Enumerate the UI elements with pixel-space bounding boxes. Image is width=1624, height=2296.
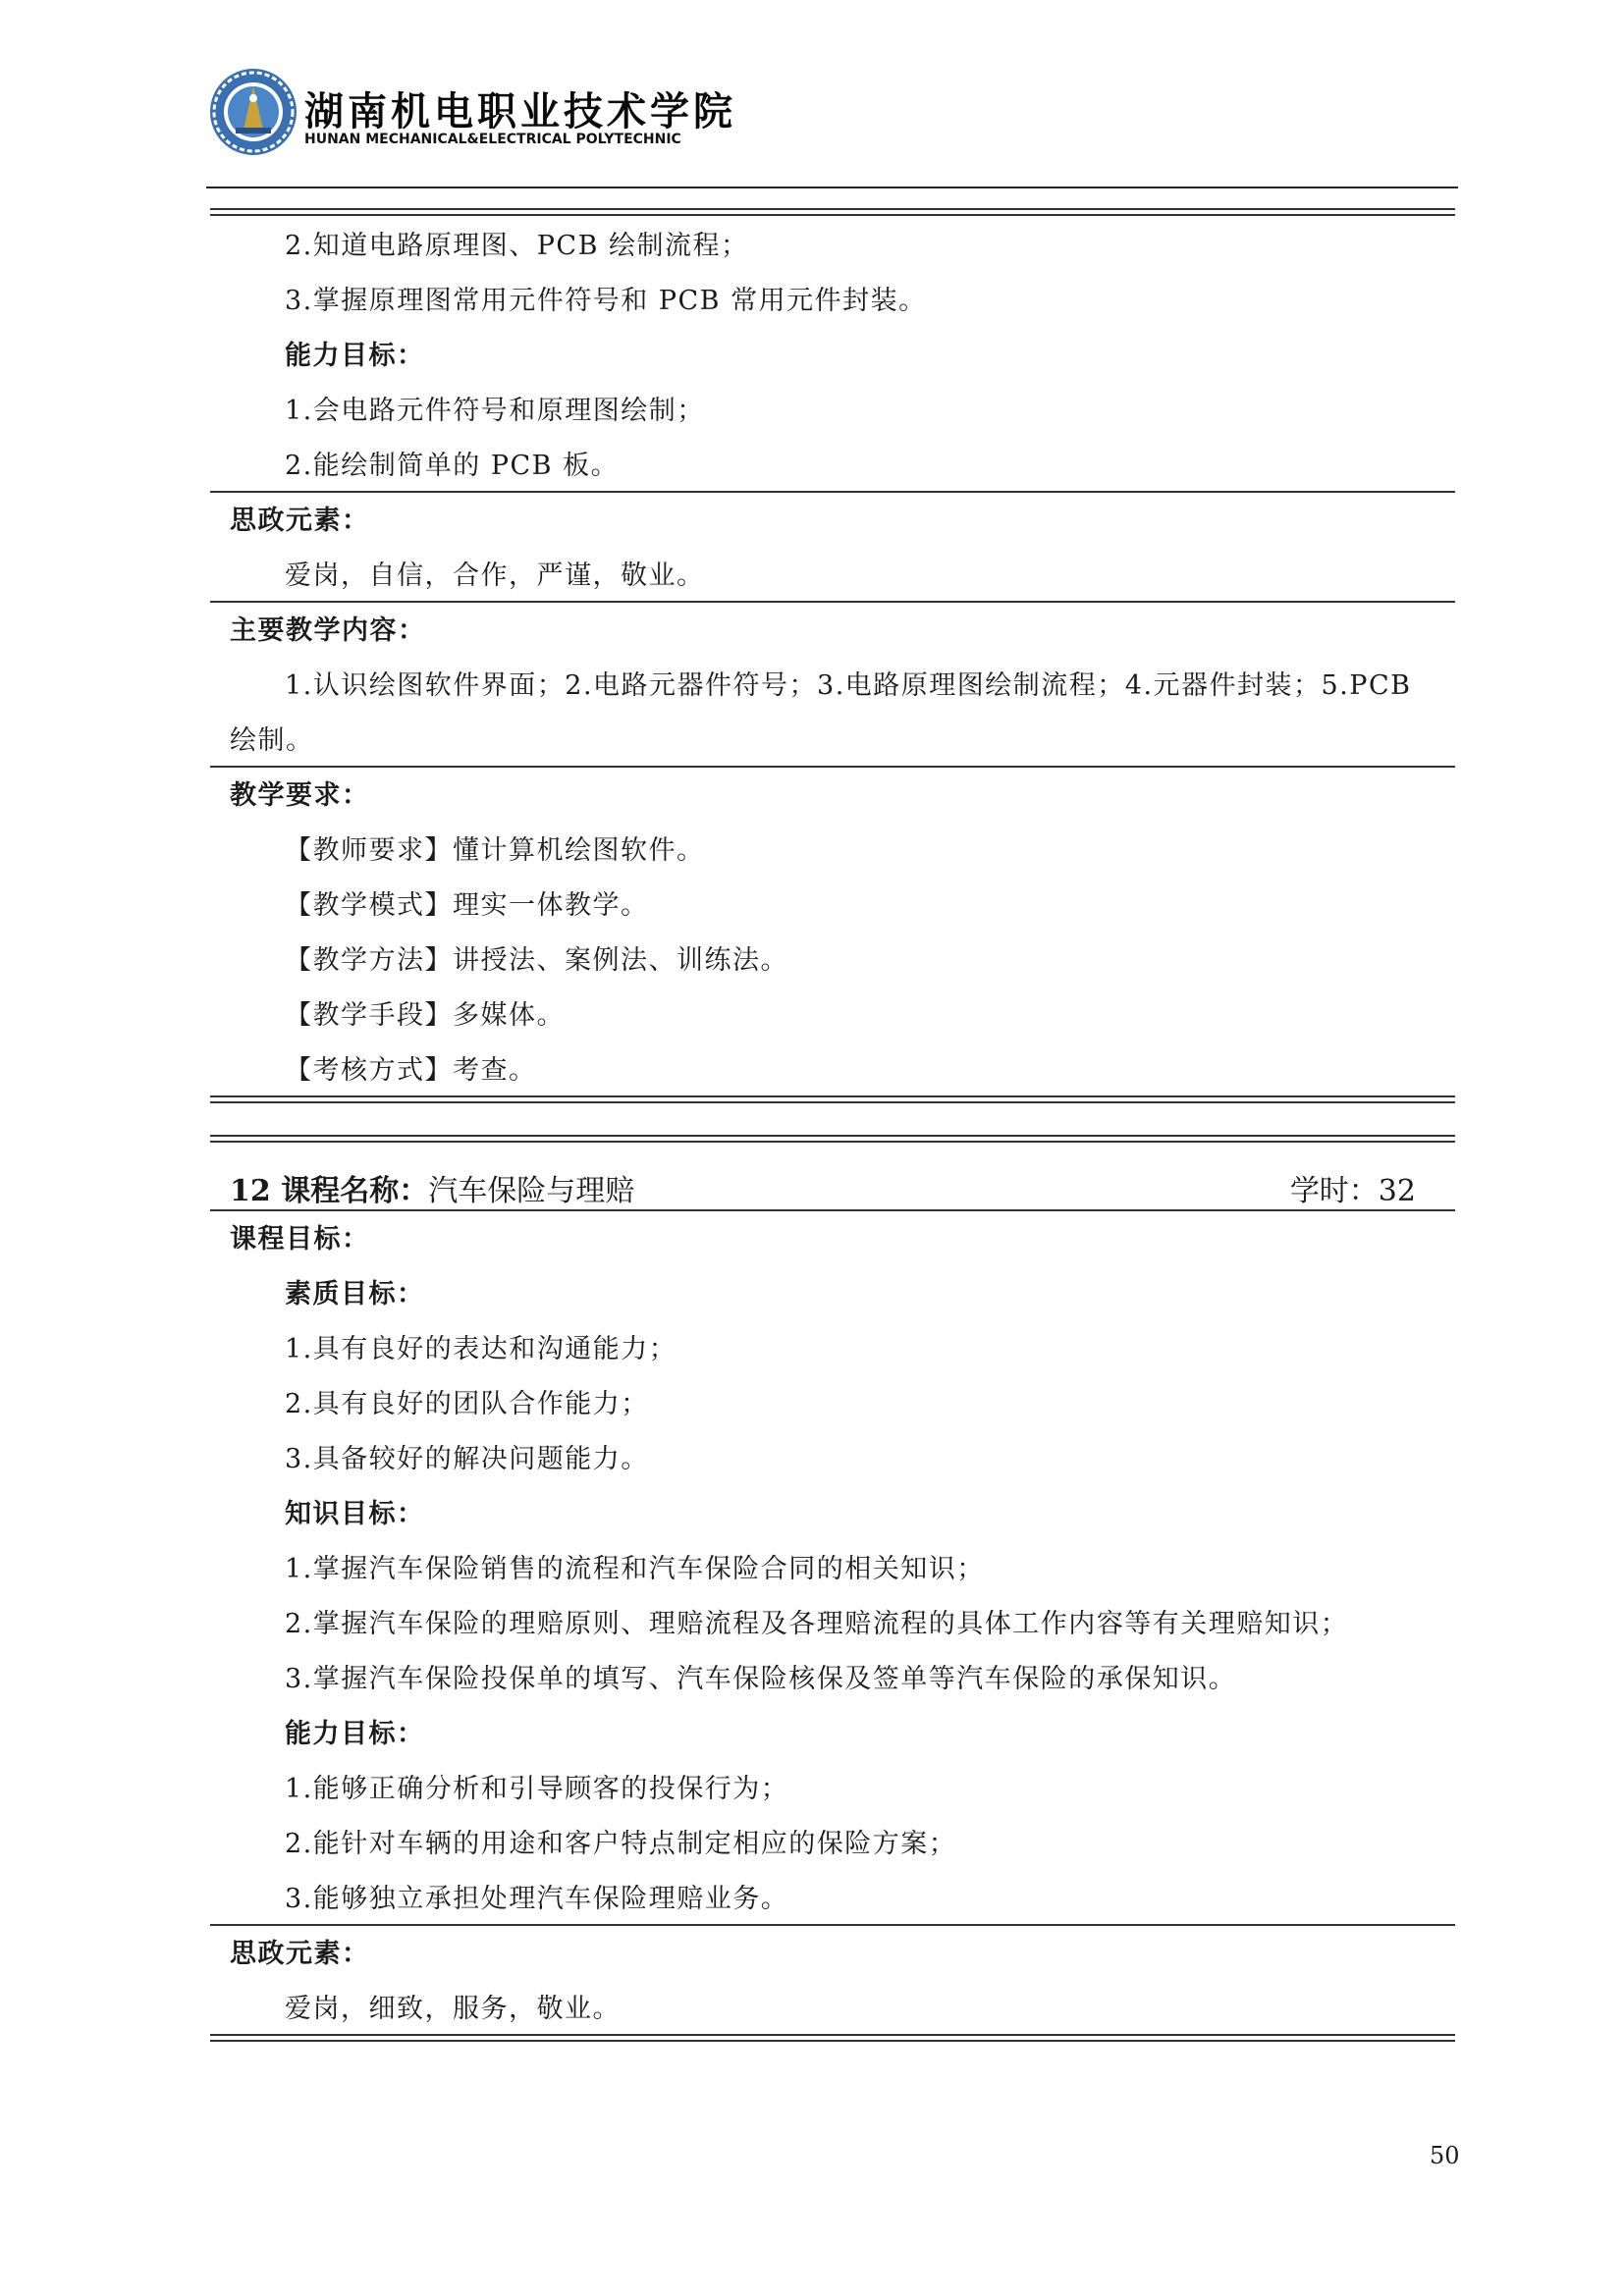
requirement-item: 【教学模式】理实一体教学。 [285,890,649,921]
page-header [206,65,1453,163]
ability-heading: 能力目标： [285,341,425,371]
school-name-cn: 湖南机电职业技术学院 [304,88,736,134]
ability-item: 1.会电路元件符号和原理图绘制； [285,396,705,426]
knowledge-item: 3.掌握原理图常用元件符号和 PCB 常用元件封装。 [285,286,927,316]
requirement-item: 【教师要求】懂计算机绘图软件。 [285,835,705,866]
quality-item: 1.具有良好的表达和沟通能力； [285,1334,677,1364]
header-rule [206,187,1458,188]
table-bottom-border [210,1095,1455,1103]
row-divider [210,491,1455,493]
knowledge-item: 3.掌握汽车保险投保单的填写、汽车保险核保及签单等汽车保险的承保知识。 [285,1664,1237,1694]
course-name: 汽车保险与理赔 [428,1174,635,1208]
knowledge-item: 2.掌握汽车保险的理赔原则、理赔流程及各理赔流程的具体工作内容等有关理赔知识； [285,1609,1349,1639]
quality-item: 3.具备较好的解决问题能力。 [285,1444,649,1474]
objectives-heading: 课程目标： [230,1224,370,1255]
course-title-row [230,1166,634,1209]
requirement-item: 【考核方式】考查。 [285,1055,537,1086]
ability-item: 3.能够独立承担处理汽车保险理赔业务。 [285,1884,789,1914]
content-line: 绘制。 [230,725,314,756]
row-divider [210,1924,1455,1926]
quality-item: 2.具有良好的团队合作能力； [285,1389,649,1419]
ability-heading: 能力目标： [285,1719,425,1749]
row-divider [210,1209,1455,1211]
table-bottom-border [210,2034,1455,2042]
school-logo-icon [206,65,300,159]
ability-item: 1.能够正确分析和引导顾客的投保行为； [285,1774,789,1804]
ideology-text: 爱岗，自信，合作，严谨，敬业。 [285,561,705,591]
quality-heading: 素质目标： [285,1279,425,1309]
row-divider [210,601,1455,603]
requirement-item: 【教学手段】多媒体。 [285,1000,565,1031]
requirement-item: 【教学方法】讲授法、案例法、训练法。 [285,945,788,976]
school-name-en: HUNAN MECHANICAL&ELECTRICAL POLYTECHNIC [304,132,681,147]
table-top-border [210,208,1455,216]
ideology-heading: 思政元素： [230,506,370,536]
knowledge-item: 2.知道电路原理图、PCB 绘制流程； [285,231,749,261]
content-line: 1.认识绘图软件界面；2.电路元器件符号；3.电路原理图绘制流程；4.元器件封装；5.PCB [285,670,1412,701]
course-number-label: 12 课程名称： [230,1174,429,1208]
row-divider [210,766,1455,768]
ability-item: 2.能针对车辆的用途和客户特点制定相应的保险方案； [285,1829,957,1859]
table-top-border [210,1135,1455,1143]
ideology-heading: 思政元素： [230,1939,370,1969]
ideology-text: 爱岗，细致，服务，敬业。 [285,1994,621,2024]
ability-item: 2.能绘制简单的 PCB 板。 [285,451,620,481]
course-hours: 学时：32 [1289,1174,1416,1208]
content-heading: 主要教学内容： [230,615,426,646]
page-number: 50 [1430,2142,1460,2169]
requirements-heading: 教学要求： [230,780,370,811]
knowledge-heading: 知识目标： [285,1499,425,1529]
knowledge-item: 1.掌握汽车保险销售的流程和汽车保险合同的相关知识； [285,1554,985,1584]
